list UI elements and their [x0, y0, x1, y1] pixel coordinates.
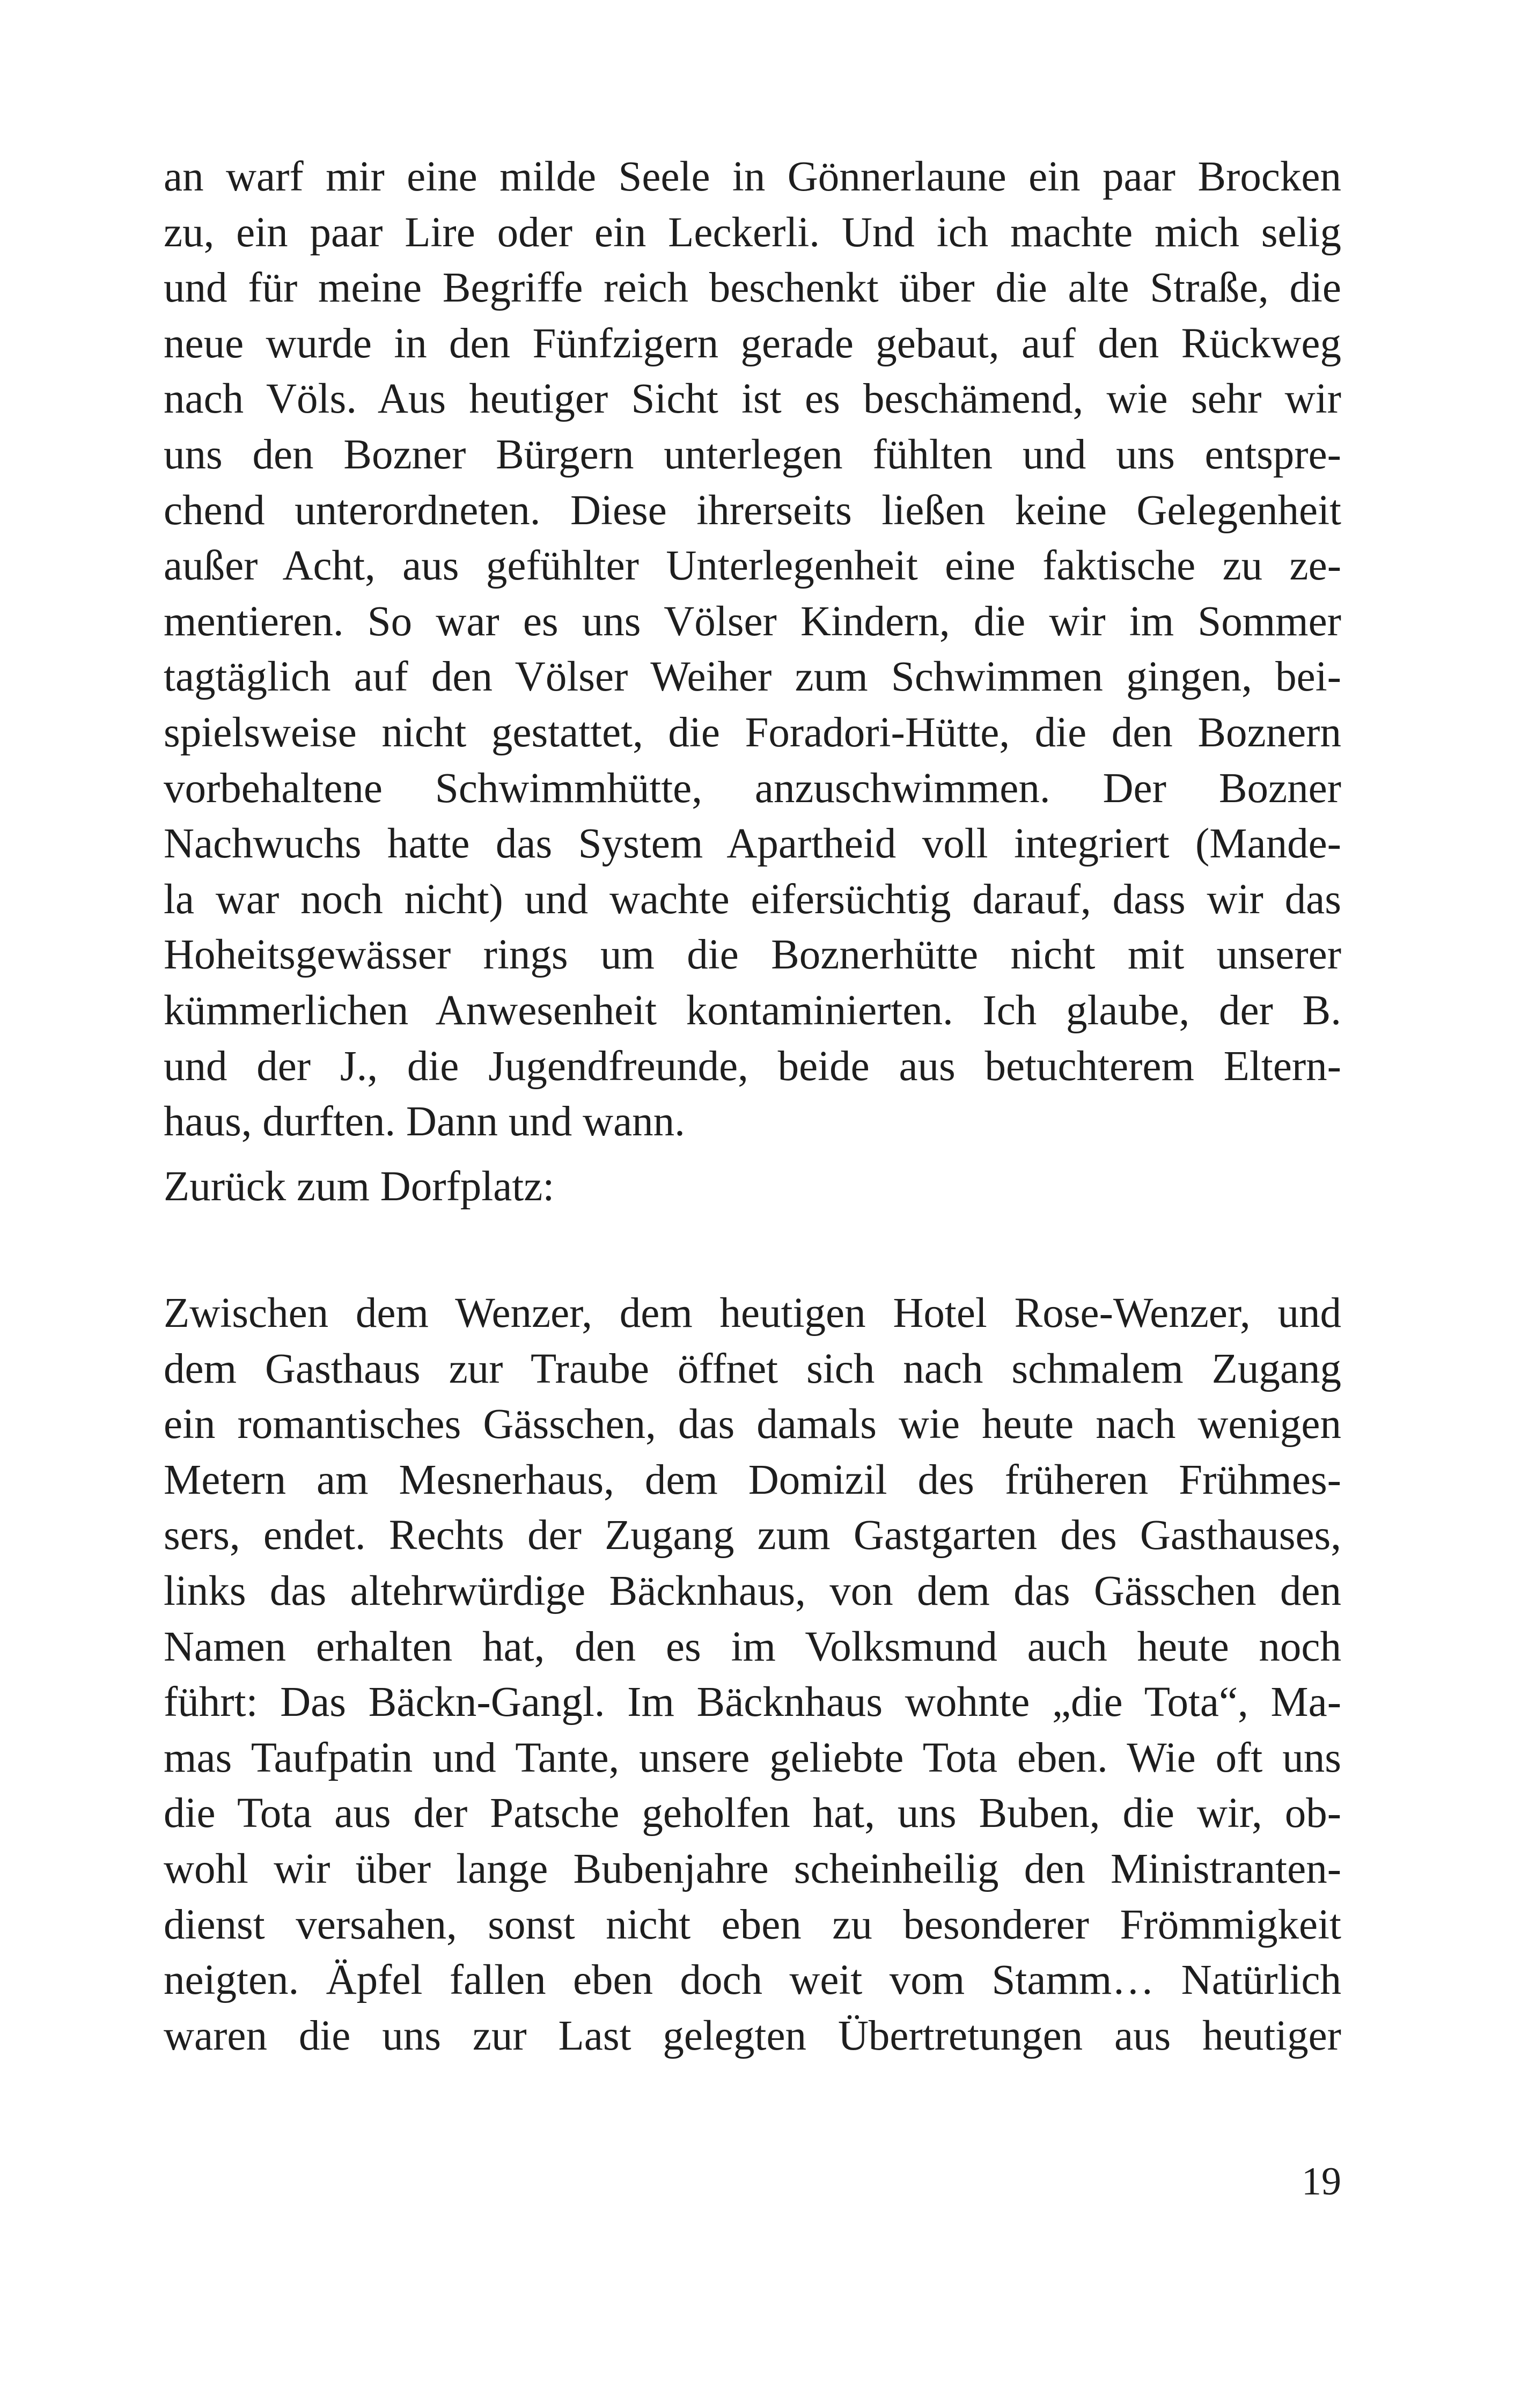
text-line: Namen erhalten hat, den es im Volksmund auch heute noch [164, 1623, 1341, 1670]
text-line: haus, durften. Dann und wann. [164, 1098, 685, 1146]
text-line: neue wurde in den Fünfzigern gerade gebaut, auf den Rückweg [164, 320, 1341, 367]
text-line: mentieren. So war es uns Völser Kindern, die wir im Sommer [164, 598, 1341, 645]
text-line: ein romantisches Gässchen, das damals wie heute nach wenigen [164, 1401, 1341, 1448]
text-line: Nachwuchs hatte das System Apartheid voll integriert (Mande- [164, 820, 1341, 868]
text-line: vorbehaltene Schwimmhütte, anzuschwimmen. Der Bozner [164, 765, 1341, 812]
paragraph-2 [164, 1159, 1341, 1215]
text-line: links das altehrwürdige Bäcknhaus, von dem das Gässchen den [164, 1567, 1341, 1614]
text-line: an warf mir eine milde Seele in Gönnerlaune ein paar Brocken [164, 153, 1341, 200]
text-line: führt: Das Bäckn-Gangl. Im Bäcknhaus wohnte „die Tota“, Ma- [164, 1679, 1341, 1726]
paragraph-1 [164, 149, 1341, 1150]
text-line: neigten. Äpfel fallen eben doch weit vom Stamm… Natürlich [164, 1957, 1341, 2004]
text-line: la war noch nicht) und wachte eifersüchtig darauf, dass wir das [164, 876, 1341, 923]
text-line: mas Taufpatin und Tante, unsere geliebte Tota eben. Wie oft uns [164, 1734, 1341, 1781]
text-line: außer Acht, aus gefühlter Unterlegenheit eine faktische zu ze- [164, 542, 1341, 590]
text-line: die Tota aus der Patsche geholfen hat, uns Buben, die wir, ob- [164, 1790, 1341, 1837]
text-line: dem Gasthaus zur Traube öffnet sich nach schmalem Zugang [164, 1345, 1341, 1392]
text-line: Metern am Mesnerhaus, dem Domizil des früheren Frühmes- [164, 1456, 1341, 1503]
text-line: dienst versahen, sonst nicht eben zu besonderer Frömmigkeit [164, 1901, 1341, 1948]
page-number: 19 [1302, 2160, 1341, 2204]
text-line: uns den Bozner Bürgern unterlegen fühlten und uns entspre- [164, 431, 1341, 478]
text-line: chend unterordneten. Diese ihrerseits ließen keine Gelegenheit [164, 487, 1341, 534]
text-line: spielsweise nicht gestattet, die Foradori-Hütte, die den Boznern [164, 709, 1341, 756]
text-line: Hoheitsgewässer rings um die Boznerhütte nicht mit unserer [164, 931, 1341, 979]
text-line: nach Völs. Aus heutiger Sicht ist es beschämend, wie sehr wir [164, 376, 1341, 423]
text-line: kümmerlichen Anwesenheit kontaminierten. Ich glaube, der B. [164, 987, 1341, 1034]
text-line: waren die uns zur Last gelegten Übertretungen aus heutiger [164, 2012, 1341, 2059]
text-line: Zwischen dem Wenzer, dem heutigen Hotel Rose-Wenzer, und [164, 1290, 1341, 1337]
text-line: zu, ein paar Lire oder ein Leckerli. Und ich machte mich selig [164, 209, 1341, 256]
text-line: wohl wir über lange Bubenjahre scheinheilig den Ministranten- [164, 1845, 1341, 1892]
text-line: sers, endet. Rechts der Zugang zum Gastgarten des Gasthauses, [164, 1512, 1341, 1559]
text-line: und der J., die Jugendfreunde, beide aus betuchterem Eltern- [164, 1043, 1341, 1090]
paragraph-3 [164, 1286, 1341, 2064]
text-line: tagtäglich auf den Völser Weiher zum Schwimmen gingen, bei- [164, 654, 1341, 701]
text-line: Zurück zum Dorfplatz: [164, 1163, 555, 1210]
text-line: und für meine Begriffe reich beschenkt über die alte Straße, die [164, 265, 1341, 312]
